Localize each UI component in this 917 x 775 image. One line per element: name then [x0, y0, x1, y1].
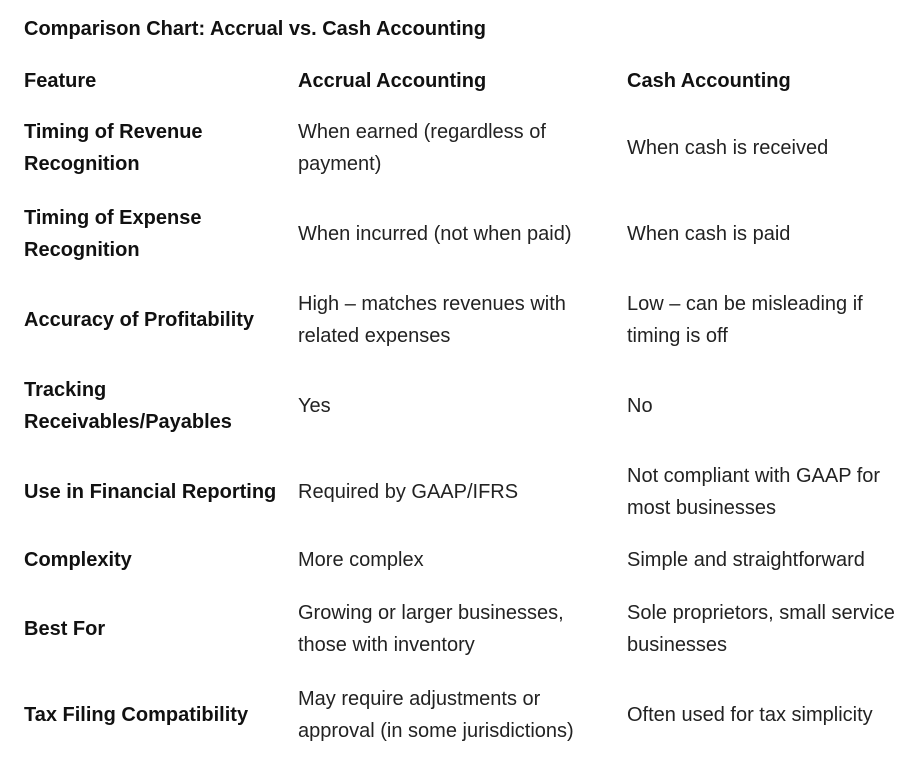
page-title: Comparison Chart: Accrual vs. Cash Accounting: [24, 18, 486, 40]
feature-label: Tax Filing Compatibility: [24, 703, 249, 726]
accrual-value: May require adjustments or approval (in some jurisdictions): [298, 687, 574, 742]
table-row: [24, 277, 914, 363]
cash-cell: [627, 672, 914, 758]
cash-cell: [627, 363, 914, 449]
table-row: [24, 191, 914, 277]
feature-label: Best For: [24, 617, 106, 640]
cash-value: Often used for tax simplicity: [627, 703, 873, 726]
accrual-cell: [298, 449, 627, 535]
accrual-cell: [298, 363, 627, 449]
cash-value: Low – can be misleading if timing is off: [627, 292, 863, 347]
cash-value: When cash is paid: [627, 222, 791, 245]
cash-value: Sole proprietors, small service businesses: [627, 601, 895, 656]
feature-label: Timing of Expense Recognition: [24, 206, 202, 261]
column-header-feature: Feature: [24, 70, 97, 92]
column-header-cash: Cash Accounting: [627, 70, 791, 92]
feature-label: Tracking Receivables/Payables: [24, 378, 232, 433]
cash-value: No: [627, 394, 653, 417]
accrual-cell: [298, 277, 627, 363]
cash-cell: [627, 449, 914, 535]
table-row: [24, 105, 914, 191]
accrual-cell: [298, 672, 627, 758]
feature-cell: [24, 449, 298, 535]
feature-label: Timing of Revenue Recognition: [24, 120, 203, 175]
comparison-table: [24, 65, 914, 758]
accrual-cell: [298, 535, 627, 586]
accrual-value: High – matches revenues with related expenses: [298, 292, 566, 347]
table-row: [24, 535, 914, 586]
feature-label: Complexity: [24, 549, 132, 572]
feature-cell: [24, 586, 298, 672]
feature-cell: [24, 277, 298, 363]
accrual-value: Yes: [298, 394, 331, 417]
cash-cell: [627, 105, 914, 191]
feature-cell: [24, 535, 298, 586]
accrual-cell: [298, 586, 627, 672]
table-header-row: [24, 65, 914, 105]
feature-cell: [24, 672, 298, 758]
cash-cell: [627, 191, 914, 277]
cash-value: Simple and straightforward: [627, 549, 865, 572]
table-row: [24, 672, 914, 758]
column-header-accrual: Accrual Accounting: [298, 70, 487, 92]
accrual-value: Growing or larger businesses, those with inventory: [298, 601, 564, 656]
table-row: [24, 586, 914, 672]
cash-cell: [627, 535, 914, 586]
cash-value: Not compliant with GAAP for most businesses: [627, 464, 881, 519]
feature-label: Use in Financial Reporting: [24, 480, 277, 503]
accrual-value: When incurred (not when paid): [298, 222, 572, 245]
table-row: [24, 363, 914, 449]
feature-cell: [24, 363, 298, 449]
accrual-cell: [298, 105, 627, 191]
feature-cell: [24, 191, 298, 277]
cash-cell: [627, 277, 914, 363]
cash-cell: [627, 586, 914, 672]
table-row: [24, 449, 914, 535]
feature-label: Accuracy of Profitability: [24, 308, 255, 331]
cash-value: When cash is received: [627, 136, 829, 159]
accrual-value: More complex: [298, 549, 424, 572]
accrual-value: Required by GAAP/IFRS: [298, 480, 519, 503]
feature-cell: [24, 105, 298, 191]
accrual-cell: [298, 191, 627, 277]
accrual-value: When earned (regardless of payment): [298, 120, 546, 175]
